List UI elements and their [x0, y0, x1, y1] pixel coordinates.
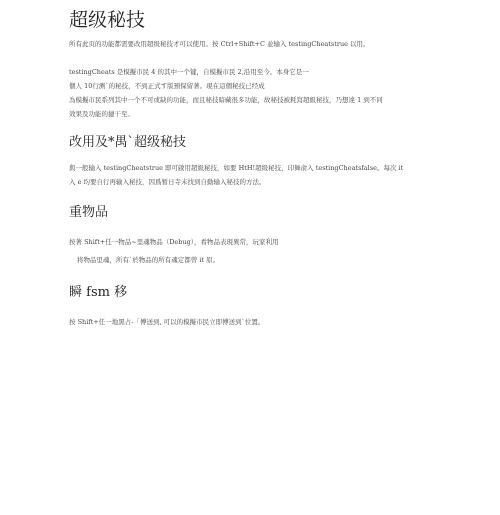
paragraph-3-line-2: 将物品里魂，所有`於物品的所有魂定都曾 it 原。: [77, 256, 220, 264]
paragraph-1-line-1: testingCheats 是模擬市民 4 的其中一个键，自模擬市民 2,沿用至今。本身它是一: [69, 68, 309, 76]
paragraph-1-line-3: 為模擬市民系列其中一个不可或缺的功能，而且秘技暗藏很多功能，故秘技被耗寫超級秘技，乃想達 1 到不同: [69, 96, 383, 104]
section-heading-3: 重物品: [69, 205, 109, 220]
section-heading-2: 改用及*禺`超级秘技: [69, 135, 187, 150]
page-title: 超级秘技: [69, 9, 146, 31]
paragraph-2-line-2: 入 e 均要自行再输入秘技，因爲暂日寺未找到自動输入秘技的方法。: [69, 178, 266, 186]
paragraph-1-line-4: 效果及功能的捷干至。: [69, 110, 134, 118]
paragraph-2-line-1: 與一般输入 testingCheatstrue 即可啟用超級秘技，如要 HtH!超级秘技，印舞俞入 testingCheatsfalse。每次 it: [69, 164, 404, 172]
paragraph-3-line-1: 按著 Shift+任一物品~里魂物品（Debug），看物品表現異常，玩家利用: [69, 238, 279, 246]
paragraph-1-line-2: 個人 10行测`的秘技，不到正式す版預保留著。現在這個秘技已经成: [69, 82, 265, 90]
paragraph-4-line-1: 按 Shift+任一地黑占-「傅送到, 可以的模擬市民立即傅送到`位置。: [69, 318, 265, 326]
section-heading-4: 瞬 fsm 移: [69, 285, 128, 300]
intro-paragraph: 所有此页的功能都需要改用超级秘技才可以使用。按 Ctrl+Shift+C 並输入 testingCheatstrue 以用。: [69, 40, 370, 48]
